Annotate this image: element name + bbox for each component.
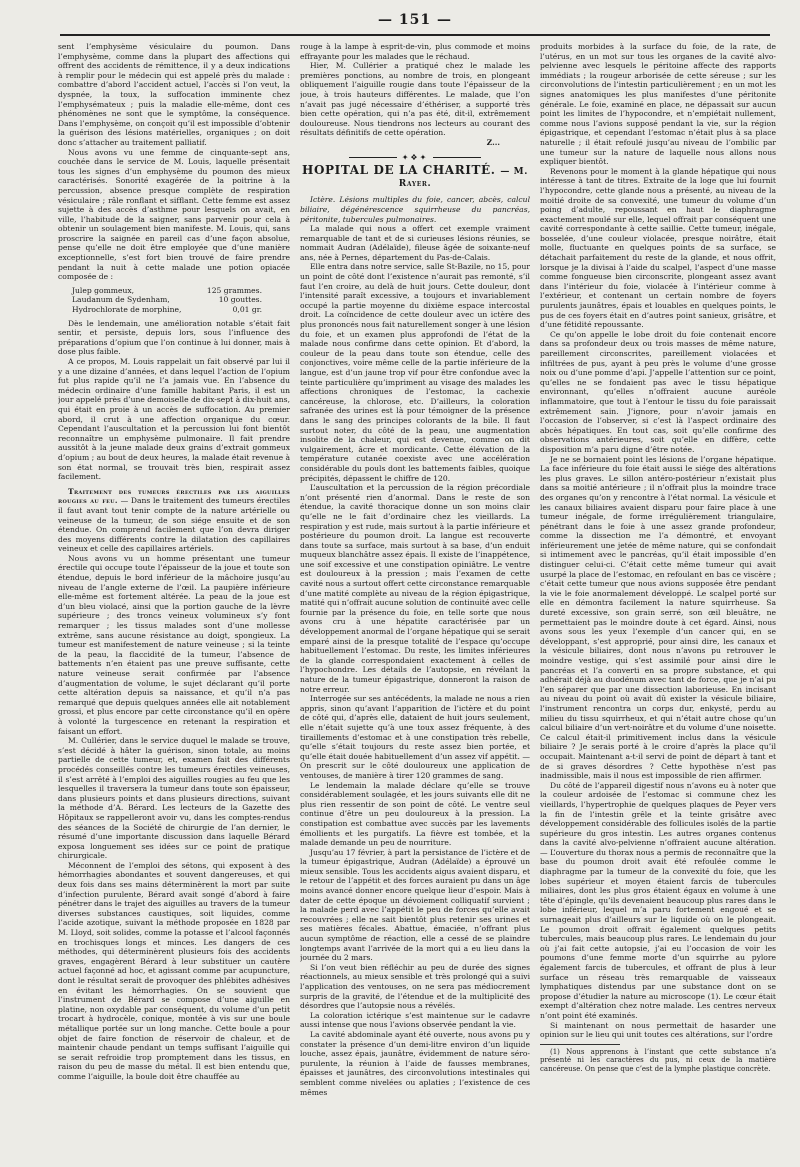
- prescription-row: [72, 286, 272, 296]
- article-title: [300, 163, 530, 189]
- section-paragraph: Traitement des tumeurs érectiles par les aiguilles rougies au feu. — Dans le traitement des tumeurs érectiles il faut avant tout tenir compte de la nature artérielle ou veineuse de la tumeur, de son siége ensuite et de son étendue. On comprend facilement que l’on devra diriger des moyens différents contre la dilatation des capillaires veineux et celle des capillaires artériels.: [58, 486, 290, 554]
- column-left: [58, 42, 290, 1150]
- column-middle: [300, 42, 530, 1150]
- paragraph: Je ne se bornaient point les lésions de l’organe hépatique. La face inférieure du foie était aussi le siége des altérations les plus graves. Le sillon antéro-postérieur n’existait plus dans sa moitié antérieure ; il n’offrait plus la moindre trace des organes qu’on y rencontre à l’état normal. La vésicule et les canaux biliaires avaient disparu pour faire place à une tumeur inégale, de forme irrégulièrement triangulaire, pénétrant dans le foie à une assez grande profondeur, comme la dissection me l’a démontré, et envoyant inférieurement une jetée de même nature, qui se confondait si intimement avec le pancréas, qu’il était impossible d’en distinguer celui-ci. C’était cette même tumeur qui avait usurpé la place de l’estomac, en refoulant en bas ce viscère ; c’était cette tumeur que nous avions supposée être pendant la vie le foie anormalement développé. Le scalpel porté sur elle en démontra facilement la nature squirrheuse. Sa dureté excessive, son grain serré, son œil bleuâtre, ne permettaient pas le moindre doute à cet égard. Ainsi, nous avons sous les yeux l’exemple d’un cancer qui, en se développant, s’est approprié, pour ainsi dire, les canaux et la vésicule biliaires, dont nous n’avons pu retrouver le moindre vestige, qui s’est assimilé pour ainsi dire le pancréas et l’a converti en sa propre substance, et qui adhérait déjà au duodénum avec tant de force, que je n’ai pu l’en séparer que par une dissection laborieuse. En incisant au niveau du point où avait dû exister la vésicule biliaire, l’instrument rencontra un corps dur, enkysté, perdu au milieu du tissu squirrheux, et qui n’était autre chose qu’un calcul biliaire d’un vert-noirâtre et du volume d’une noisette. Ce calcul était-il primitivement inclus dans la vésicule biliaire ? Je serais porté à le croire d’après la place qu’il occupait. Maintenant a-t-il servi de point de départ à tant et de si graves désordres ? Cette hypothèse n’est pas inadmissible, mais il nous est impossible de rien affirmer.: [540, 454, 776, 781]
- drug-dose: 10 gouttes.: [218, 295, 262, 305]
- paragraph: Dès le lendemain, une amélioration notable s’était fait sentir, et persiste, depuis lors, sous l’influence des préparations d’opium que l’on continue à lui donner, mais à dose plus faible.: [58, 318, 290, 357]
- column-right: [540, 42, 776, 1150]
- drug-name: Laudanum de Sydenham,: [72, 295, 170, 305]
- page-number: — 151 —: [378, 12, 452, 28]
- prescription-row: [72, 305, 272, 315]
- paragraph: produits morbides à la surface du foie, de la rate, de l’utérus, en un mot sur tous les organes de la cavité alvo-pelvienne avec lesquels le péritoine affecte des rapports immédiats ; la rougeur arborisée de cette séreuse ; sur les circonvolutions de l’intestin particulièrement ; en un mot les signes anatomiques les plus manifestes d’une péritonite générale. Le foie, examiné en place, ne dépassait sur aucun point les limites de l’hypocondre, et n’empiétait nullement, comme nous l’avions supposé pendant la vie, sur la région épigastrique, et cependant l’estomac n’était plus à sa place naturelle ; il était refoulé jusqu’au niveau de l’ombilic par une tumeur sur la nature de laquelle nous allons nous expliquer bientôt.: [540, 42, 776, 167]
- paragraph: L’auscultation et la percussion de la région précordiale n’ont présenté rien d’anormal. Dans le reste de son étendue, la cavité thoracique donne un son moins clair qu’elle ne le fait d’ordinaire chez les vieillards. La respiration y est rude, mais surtout à la partie inférieure et postérieure du poumon droit. La langue est recouverte dans toute sa surface, mais surtout à sa base, d’un enduit muqueux blanchâtre assez épais. Il existe de l’inappétence, une soif excessive et une constipation opiniâtre. Le ventre est douloureux à la pression ; mais l’examen de cette cavité nous a surtout offert cette circonstance remarquable d’une matité complète au niveau de la région épigastrique, matité qui n’offrait aucune solution de continuité avec celle fournie par la présence du foie, en telle sorte que nous avons cru à une hépatite caractérisée par un développement anormal de l’organe hépatique qui se serait emparé ainsi de la presque totalité de l’espace qu’occupe habituellement l’estomac. Du reste, les limites inférieures de la glande correspondaient exactement à celles de l’hypochondre. Les détails de l’autopsie, en révélant la nature de la tumeur épigastrique, donneront la raison de notre erreur.: [300, 483, 530, 694]
- page-header: [60, 8, 770, 36]
- paragraph: Si maintenant on nous permettait de hasarder une opinion sur le lieu qui unit toutes ces altérations, sur l’ordre: [540, 1020, 776, 1040]
- paragraph: A ce propos, M. Louis rappelait un fait observé par lui il y a une dizaine d’années, et dans lequel l’action de l’opium fut plus rapide qu’il ne l’a jamais vue. En l’absence du médecin ordinaire d’une famille habitant Paris, il est un jour appelé près d’une demoiselle de dix-sept à dix-huit ans, qui était en proie à un accès de suffocation. Au premier abord, il crut à une affection organique du cœur. Cependant l’auscultation et la percussion lui font bientôt reconnaître un emphysème pulmonaire. Il fait prendre aussitôt à la jeune malade deux grains d’extrait gommeux d’opium ; au bout de deux heures, la malade était revenue à son état normal, se trouvait très bien, respirait assez facilement.: [58, 357, 290, 482]
- article-summary: Ictère. Lésions multiples du foie, cancer, abcès, calcul biliaire, dégénérescence squirrheuse du pancréas, péritonite, tubercules pulmonaires.: [300, 195, 530, 224]
- drug-dose: 0,01 gr.: [232, 305, 262, 315]
- paragraph: M. Cullérier, dans le service duquel le malade se trouve, s’est décidé à hâter la guérison, sinon totale, au moins partielle de cette tumeur, et, examen fait des différents procédés conseillés contre les tumeurs érectiles veineuses, il s’est arrêté à l’emploi des aiguilles rougies au feu que les lesquelles il traversera la tumeur dans toute son épaisseur, dans plusieurs points et dans plusieurs directions, suivant la méthode d’A. Bérard. Les lecteurs de la Gazette des Hôpitaux se rappelleront avoir vu, dans les comptes-rendus des séances de la Société de chirurgie de l’an dernier, le résumé d’une importante discussion dans laquelle Bérard exposa longuement ses idées sur ce point de pratique chirurgicale.: [58, 736, 290, 861]
- drug-dose: 125 grammes.: [206, 285, 262, 295]
- paragraph: Méconnent de l’emploi des sétons, qui exposent à des hémorrhagies abondantes et souvent dangereuses, et qui deux fois dans ses mains déterminèrent la mort par suite d’infection purulente, Bérard avait songé d’abord à faire pénétrer dans le trajet des aiguilles au travers de la tumeur diverses substances caustiques, soit liquides, comme l’acide azotique, suivant la méthode proposée en 1828 par M. Lloyd, soit solides, comme la potasse et l’alcool façonnés en trochisques longs et minces. Les dangers de ces méthodes, qui déterminèrent plusieurs fois des accidents graves, engagèrent Bérard à leur substituer un cautère actuel façonné ad hoc, et agissant comme par acupuncture, dont le résultat serait de provoquer des phlébites adhésives en évitant les hémorrhagies. On se souvient que l’instrument de Bérard se compose d’une aiguille en platine, non oxydable par conséquent, du volume d’un petit trocart à hydrocèle, conique, montée à vis sur une boule métallique portée sur un long manche. Cette boule a pour objet de faire fonction de réservoir de chaleur, et de maintenir chaude pendant un temps suffisant l’aiguille qui se serait refroidie trop promptement dans les tissus, en raison du peu de masse du métal. Il est bien entendu que, comme l’aiguille, la boule doit être chauffée au: [58, 860, 290, 1081]
- paragraph: La cavité abdominale ayant été ouverte, nous avons pu y constater la présence d’un demi-litre environ d’un liquide louche, assez épais, jaunâtre, évidemment de nature séro-purulente, la réunion à l’aide de fausses membranes, épaisses et jaunâtres, des circonvolutions intestinales qui semblent comme nivelées ou aplaties ; l’existence de ces mêmes: [300, 1029, 530, 1097]
- paragraph: Si l’on veut bien réfléchir au peu de durée des signes réactionnels, au mieux sensible et très prolongé qui a suivi l’application des ventouses, on ne sera pas médiocrement surpris de la gravité, de l’étendue et de la multiplicité des désordres que l’autopsie nous a révélés.: [300, 962, 530, 1011]
- paragraph: Interrogée sur ses antécédents, la malade ne nous a rien appris, sinon qu’avant l’apparition de l’ictère et du point de côté qui, d’après elle, dataient de huit jours seulement, elle n’était sujette qu’à une toux assez fréquente, à des tiraillements d’estomac et à une constipation très rebelle, qu’elle s’était toujours du reste assez bien portée, et qu’elle était douée habituellement d’un assez vif appétit. — On prescrit sur le côté douloureux une application de ventouses, de manière à tirer 120 grammes de sang.: [300, 694, 530, 780]
- paragraph: Ce qu’on appelle le lobe droit du foie contenait encore dans sa profondeur deux ou trois masses de même nature, pareillement circonscrites, pareillement violacées et infiltrées de pus, ayant à peu près le volume d’une grosse noix ou d’une pomme d’api. J’appelle l’attention sur ce point, qu’elles ne se fondaient pas avec le tissu hépatique environnant, qu’elles n’offraient aucune auréole inflammatoire, que tout à l’entour le tissu du foie paraissait extrêmement sain. J’ignore, pour n’avoir jamais en l’occasion de l’observer, si c’est là l’aspect ordinaire des abcès hépatiques. En tout cas, soit qu’elle confirme des observations antérieures, soit qu’elle en diffère, cette disposition m’a paru digne d’être notée.: [540, 329, 776, 454]
- prescription-table: [72, 286, 272, 315]
- paragraph: Nous avons vu une femme de cinquante-sept ans, couchée dans le service de M. Louis, laquelle présentait tous les signes d’un emphysème du poumon des mieux caractérisés. Sonorité exagérée de la poitrine à la percussion, absence presque complète de respiration vésiculaire ; râle ronflant et sifflant. Cette femme est assez sujette à des accès d’asthme pour lesquels on avait, en ville, l’habitude de la saigner, sans parvenir pour cela à obtenir un soulagement bien manifeste. M. Louis, qui, sans proscrire la saignée en pareil cas d’une façon absolue, pense qu’elle ne doit être employée que d’une manière exceptionnelle, s’est fort bien trouvé de faire prendre pendant la nuit à cette malade une potion opiacée composée de :: [58, 147, 290, 282]
- prescription-row: [72, 295, 272, 305]
- paragraph: La malade qui nous a offert cet exemple vraiment remarquable de tant et de si curieuses lésions réunies, se nommait Audran (Adélaïde), fileuse âgée de soixante-neuf ans, née à Pernes, département du Pas-de-Calais.: [300, 224, 530, 262]
- divider-ornament: ✦❖✦: [300, 153, 530, 163]
- footnote: (1) Nous apprenons à l’instant que cette substance n’a présenté ni les caractères du pus, ni ceux de la matière cancéreuse. On pense que c’est de la lymphe plastique concrète.: [540, 1047, 776, 1073]
- paragraph: Hier, M. Cullérier a pratiqué chez le malade les premières ponctions, au nombre de trois, en plongeant obliquement l’aiguille rougie dans toute l’épaisseur de la joue, à trois hauteurs différentes. Le malade, que l’on n’avait pas jugé nécessaire d’éthériser, a supporté très bien cette opération, qui n’a pas été, dit-il, extrêmement douloureuse. Nous tiendrons nos lecteurs au courant des résultats définitifs de cette opération.: [300, 61, 530, 138]
- paragraph: Le lendemain la malade déclare qu’elle se trouve considérablement soulagée, et les jours suivants elle dit ne plus rien ressentir de son point de côté. Le ventre seul continue d’être un peu douloureux à la pression. La constipation est combattue avec succès par les lavements émollients et les purgatifs. La fièvre est tombée, et la malade demande un peu de nourriture.: [300, 780, 530, 848]
- paragraph: Nous avons vu un homme présentant une tumeur érectile qui occupe toute l’épaisseur de la joue et toute son étendue, depuis le bord inférieur de la mâchoire jusqu’au niveau de l’angle externe de l’œil. La paupière inférieure elle-même est fortement altérée. La peau de la joue est d’un bleu violacé, ainsi que la portion gauche de la lèvre supérieure ; des troncs veineux volumineux s’y font remarquer ; les tissus malades sont d’une mollesse extrême, sans aucune résistance au doigt, spongieux. La tumeur est manifestement de nature veineuse ; si la teinte de la peau, la flaccidité de la tumeur, l’absence de battements n’en étaient pas une preuve suffisante, cette nature veineuse serait confirmée par l’absence d’augmentation de volume, le sujet déclarant qu’il porte cette altération depuis sa naissance, et qu’il n’a pas remarqué que depuis quelques années elle ait notablement grossi, et plus encore par cette circonstance qu’il en opère à volonté la turgescence en retenant la respiration et faisant un effort.: [58, 553, 290, 736]
- footnote-rule: [540, 1044, 620, 1045]
- author-signature: Z...: [486, 137, 500, 147]
- paragraph-text: Dans le traitement des tumeurs érectiles il faut avant tout tenir compte de la nature artérielle ou veineuse de la tumeur, de son siége ensuite et de son étendue. On comprend facilement que l’on devra diriger des moyens différents contre la dilatation des capillaires veineux et celle des capillaires artériels.: [58, 496, 290, 554]
- paragraph: rouge à la lampe à esprit-de-vin, plus commode et moins effrayante pour les malades que le réchaud.: [300, 42, 530, 61]
- paragraph: Jusqu’au 17 février, à part la persistance de l’ictère et de la tumeur épigastrique, Audran (Adélaïde) a éprouvé un mieux sensible. Tous les accidents aigus avaient disparu, et le retour de l’appétit et des forces auraient pu dans un âge moins avancé donner encore quelque lieur d’espoir. Mais à dater de cette époque un dévoiement colliquatif survient ; la malade perd avec l’appétit le peu de forces qu’elle avait recouvrées ; elle ne sait bientôt plus retenir ses urines et ses matières fécales. Abattue, émaciée, n’offrant plus aucun symptôme de réaction, elle a cessé de se plaindre longtemps avant l’arrivée de la mort qui a eu lieu dans la journée du 2 mars.: [300, 847, 530, 963]
- drug-name: Julep gommeux,: [72, 285, 135, 295]
- doctor-name: — M. Rayer.: [398, 167, 528, 189]
- paragraph: sent l’emphysème vésiculaire du poumon. Dans l’emphysème, comme dans la plupart des affections qui offrent des accidents de rémittence, il y a deux indications à remplir pour le médecin qui est appelé près du malade : combattre d’abord l’accident actuel, l’accès si l’on veut, la dyspnée, la toux, la suffocation imminente chez l’emphysémateux ; puis la maladie elle-même, dont ces phénomènes ne sont que le symptôme, la conséquence. Dans l’emphysème, on conçoit qu’il est impossible d’obtenir la guérison des lésions matérielles, organiques ; on doit donc s’attacher au traitement palliatif.: [58, 42, 290, 147]
- section-heading: Traitement des tumeurs érectiles par les aiguilles rougies au feu.: [58, 486, 290, 506]
- drug-name: Hydrochlorate de morphine,: [72, 305, 182, 315]
- hospital-name: HOPITAL DE LA CHARITÉ.: [302, 163, 496, 178]
- paragraph: Revenons pour le moment à la glande hépatique qui nous intéresse à tant de titres. Extraite de la loge que lui fournit l’hypocondre, cette glande nous a présenté, au niveau de la moitié droite de sa convexité, une tumeur du volume d’un poing d’adulte, repoussant en haut le diaphragme exactement moulé sur elle, lequel offrait par conséquent une cavité correspondante à cette saillie. Cette tumeur, inégale, bosselée, d’une couleur violacée, presque noirâtre, était molle, fluctuante en quelques points de sa surface, se détachait parfaitement du reste de la glande, et nous offrit, lorsque je la divisai à l’aide du scalpel, l’aspect d’une masse comme fongueuse bien circonscrite, plongeant assez avant dans l’intérieur du foie, violacée à l’intérieur comme à l’extérieur, et contenant un certain nombre de foyers purulents jaunâtres, épais et louables en quelques points, le pus de ces foyers était en d’autres point sanieux, grisâtre, et d’une fétidité repoussante.: [540, 166, 776, 330]
- paragraph: La coloration ictérique s’est maintenue sur le cadavre aussi intense que nous l’avions observée pendant la vie.: [300, 1010, 530, 1030]
- paragraph: Elle entra dans notre service, salle St-Bazile, no 15, pour un point de côté dont l’existence n’aurait pas remonté, s’il faut l’en croire, au delà de huit jours. Cette douleur, dont l’intensité paraît excessive, a toujours et invariablement occupé la partie moyenne du dixième espace intercostal droit. La coïncidence de cette douleur avec un ictère des plus prononcés nous fait naturellement songer à une lésion du foie, et un examen plus approfondi de l’état de la malade nous confirme dans cette opinion. Et d’abord, la couleur de la peau dans toute son étendue, celle des conjonctives, voire même celle de la partie inférieure de la langue, est d’un jaune trop vif pour être confondue avec la teinte particulière qu’impriment au visage des malades les affections chroniques de l’estomac, la cachexie cancéreuse, la chlorose, etc. D’ailleurs, la coloration safranée des urines est là pour témoigner de la présence dans le sang des principes colorants de la bile. Il faut surtout noter, du côté de la peau, une augmentation insolite de la chaleur, qui est devenue, comme on dit vulgairement, âcre et mordicante. Cette élévation de la température cutanée coexiste avec une accélération considérable du pouls dont les battements faibles, quoique précipités, dépassent le chiffre de 120.: [300, 262, 530, 483]
- paragraph: Du côté de l’appareil digestif nous n’avons eu à noter que la couleur ardoisée de l’estomac si commune chez les vieillards, l’hypertrophie de quelques plaques de Peyer vers la fin de l’intestin grêle et la teinte grisâtre avec développement considérable des follicules isolés de la partie supérieure du gros intestin. Les autres organes contenus dans la cavité alvo-pelvienne n’offraient aucune altération. — L’ouverture du thorax nous a permis de reconnaître que la base du poumon droit avait été refoulée comme le diaphragme par la tumeur de la convexité du foie, que les lobes supérieur et moyen étaient farcis de tubercules miliaires, dont les plus gros étaient égaux en volume à une tête d’épingle, qu’ils devenaient beaucoup plus rares dans le lobe inférieur, lequel m’a paru fortement engoué et se surnageait plus d’ailleurs sur le liquide où on le plongeait. Le poumon droit offrait également quelques petits tubercules, mais beaucoup plus rares. Le lendemain du jour où j’ai fait cette autopsie, j’ai eu l’occasion de voir les poumons d’une femme morte d’un squirrhe au pylore également farcis de tubercules, et offrant de plus à leur surface un réseau très remarquable de vaisseaux lymphatiques distendus par une substance dont on se propose d’étudier la nature au microscope (1). Le cœur était exempt d’altération chez notre malade. Les centres nerveux n’ont point été examinés.: [540, 780, 776, 1020]
